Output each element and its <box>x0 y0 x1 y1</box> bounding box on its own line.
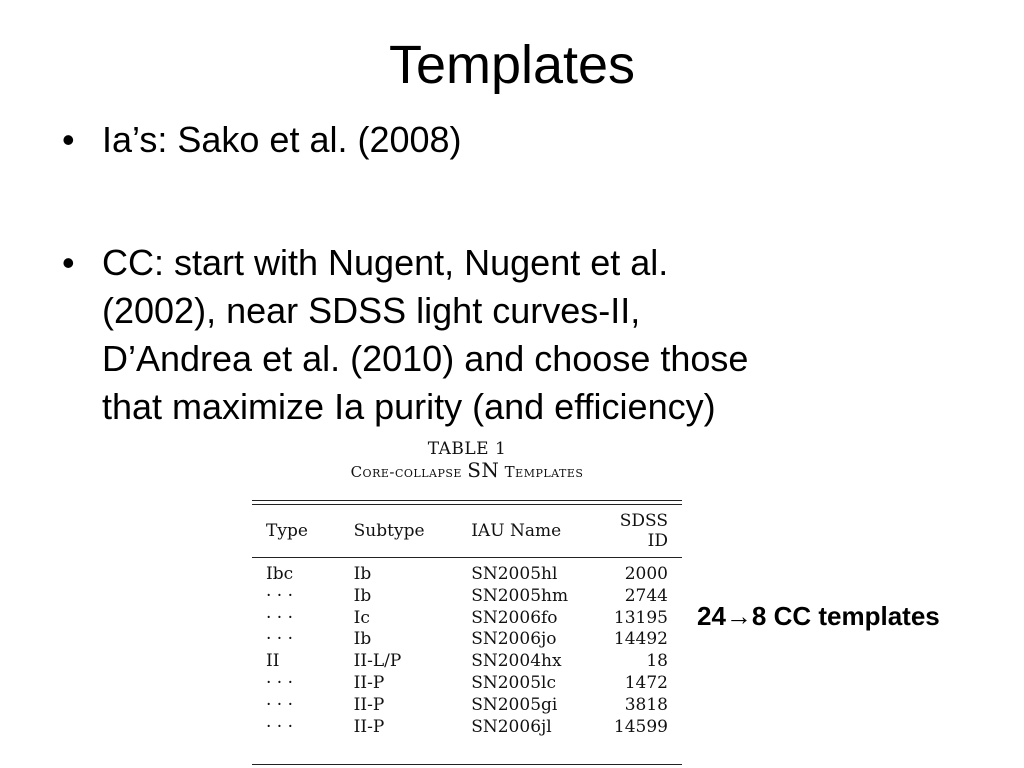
bullet-line: that maximize Ia purity (and efficiency) <box>102 386 716 427</box>
cell-type: · · · <box>266 585 294 606</box>
cell-sdss-id: 2000 <box>624 564 668 584</box>
cell-subtype: Ic <box>353 607 370 628</box>
column-header-type: Type <box>266 521 308 541</box>
cell-subtype: II-L/P <box>353 651 402 672</box>
table-row <box>252 629 682 651</box>
cell-sdss-id: 13195 <box>613 607 668 628</box>
column-header-sdss-id: SDSS ID <box>619 511 668 551</box>
templates-table-figure <box>252 440 682 765</box>
cell-subtype: II-P <box>353 694 385 715</box>
cell-subtype: Ib <box>353 629 372 650</box>
table-header-row <box>252 505 682 557</box>
bullet-text <box>102 239 942 431</box>
cell-iau-name: SN2004hx <box>471 651 562 672</box>
bullet-text: Ia’s: Sako et al. (2008) <box>102 119 462 160</box>
table-title-prefix: Core-collapse <box>350 463 468 481</box>
cell-sdss-id: 2744 <box>624 585 668 606</box>
cell-subtype: II-P <box>353 672 385 693</box>
table-row <box>252 717 682 739</box>
bullet-item-cc <box>62 239 962 439</box>
bullet-marker: • <box>62 119 75 160</box>
table-row <box>252 651 682 673</box>
slide-title: Templates <box>388 35 636 95</box>
cell-type: · · · <box>266 629 294 650</box>
table-title-suffix: Templates <box>499 463 584 481</box>
bullet-line: (2002), near SDSS light curves-II, <box>102 290 641 331</box>
table-bottom-rule <box>252 764 682 765</box>
cell-subtype: Ib <box>353 564 372 584</box>
cell-type: · · · <box>266 694 294 715</box>
column-header-subtype: Subtype <box>353 521 425 541</box>
cell-sdss-id: 1472 <box>624 672 668 693</box>
cell-type: · · · <box>266 716 294 737</box>
cell-sdss-id: 14492 <box>613 629 668 650</box>
table-row <box>252 558 682 586</box>
cell-type: II <box>266 651 280 672</box>
bullet-line: D’Andrea et al. (2010) and choose those <box>102 338 749 379</box>
bullet-marker: • <box>62 242 75 283</box>
cell-sdss-id: 14599 <box>613 716 668 737</box>
table-row <box>252 586 682 608</box>
table-row <box>252 608 682 630</box>
bullet-line: CC: start with Nugent, Nugent et al. <box>102 242 669 283</box>
table-bottom-space <box>252 738 682 764</box>
column-header-iau-name: IAU Name <box>471 521 562 541</box>
cell-sdss-id: 18 <box>646 651 668 672</box>
cell-subtype: Ib <box>353 585 372 606</box>
cell-iau-name: SN2006fo <box>471 607 558 628</box>
table-title-sn: SN <box>467 458 500 482</box>
cell-subtype: II-P <box>353 716 385 737</box>
cell-iau-name: SN2005lc <box>471 672 556 693</box>
table-row <box>252 695 682 717</box>
cell-type: · · · <box>266 672 294 693</box>
cell-type: · · · <box>266 607 294 628</box>
cell-iau-name: SN2005hl <box>471 564 558 584</box>
table-caption: TABLE 1 <box>427 439 507 459</box>
bullet-item-ia <box>62 116 962 166</box>
cell-type: Ibc <box>266 564 294 584</box>
cell-iau-name: SN2005hm <box>471 585 569 606</box>
cell-iau-name: SN2006jl <box>471 716 552 737</box>
cell-iau-name: SN2005gi <box>471 694 558 715</box>
cell-sdss-id: 3818 <box>624 694 668 715</box>
table-row <box>252 673 682 695</box>
cell-iau-name: SN2006jo <box>471 629 557 650</box>
templates-count-note: 24→8 CC templates <box>697 601 940 631</box>
table-title <box>252 460 682 482</box>
templates-table <box>252 505 682 738</box>
